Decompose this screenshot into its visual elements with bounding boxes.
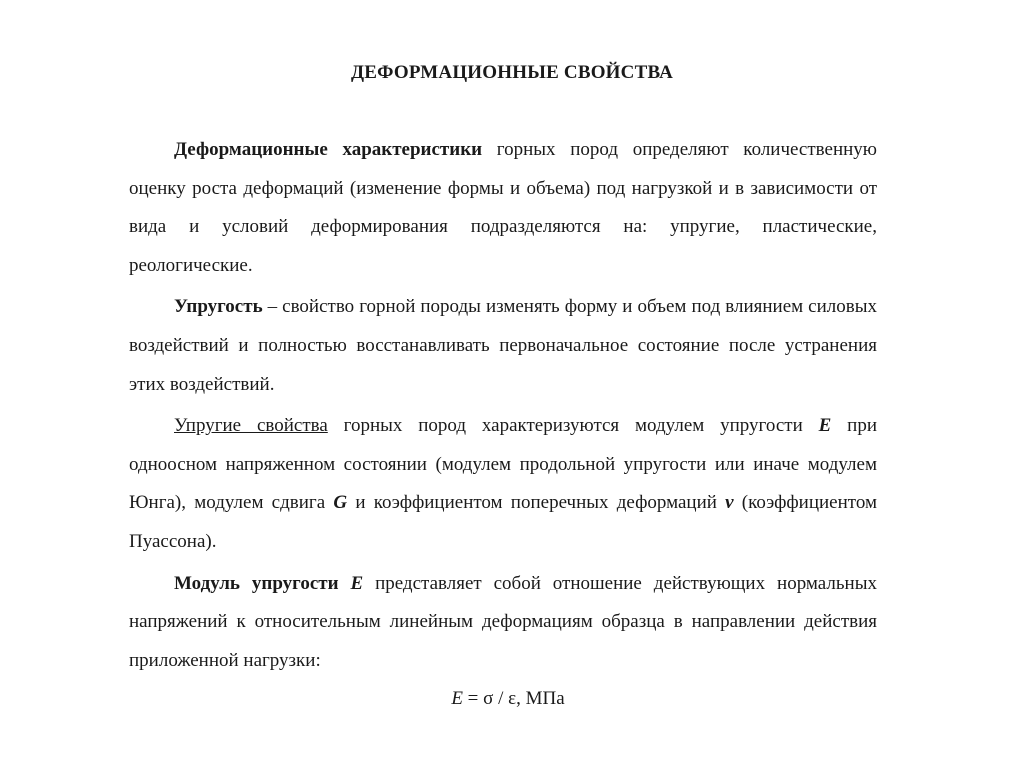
paragraph-text: и коэффициентом поперечных деформаций [347,492,726,514]
term-deformation-characteristics: Деформационные характеристики [174,139,483,160]
document-body [129,131,877,719]
paragraph-text: горных пород характеризуются модулем упругости [327,415,819,437]
paragraph-text: – свойство горной породы изменять форму и объем под влиянием силовых воздействий и полностью восстанавливать первоначальное состояние после устранения этих воздействий. [129,296,877,395]
term-elastic-modulus: Модуль упругости [174,572,351,594]
paragraph-elastic-properties [129,407,877,561]
paragraph-text: представляет собой отношение действующих нормальных напряжений к относительным линейным деформациям образца в направлении действия приложенной нагрузки: [129,572,877,671]
term-elastic-properties: Упругие свойства [174,415,328,437]
formula-lhs: E [451,688,463,710]
paragraph-elastic-modulus [129,565,877,681]
paragraph-elasticity [129,288,877,404]
symbol-e: E [818,415,832,437]
symbol-g: G [333,492,348,514]
formula-elastic-modulus [129,680,877,719]
formula-rhs: = σ / ε, МПа [462,688,565,710]
symbol-nu: ν [725,492,734,514]
term-elasticity: Упругость [174,296,263,318]
paragraph-deformation-characteristics [129,131,877,285]
paragraph-text: при одноосном напряженном состоянии (модулем продольной упругости или иначе модулем Юнга), модулем сдвига [129,415,877,514]
paragraph-text: горных пород определяют количественную оценку роста деформаций (изменение формы и объема) под нагрузкой и в зависимости от вида и условий деформирования подразделяются на: упругие, пластические, реологические. [129,139,877,276]
page-title: ДЕФОРМАЦИОННЫЕ СВОЙСТВА [350,62,674,83]
symbol-e: E [350,572,364,594]
paragraph-text: (коэффициентом Пуассона). [129,492,877,552]
